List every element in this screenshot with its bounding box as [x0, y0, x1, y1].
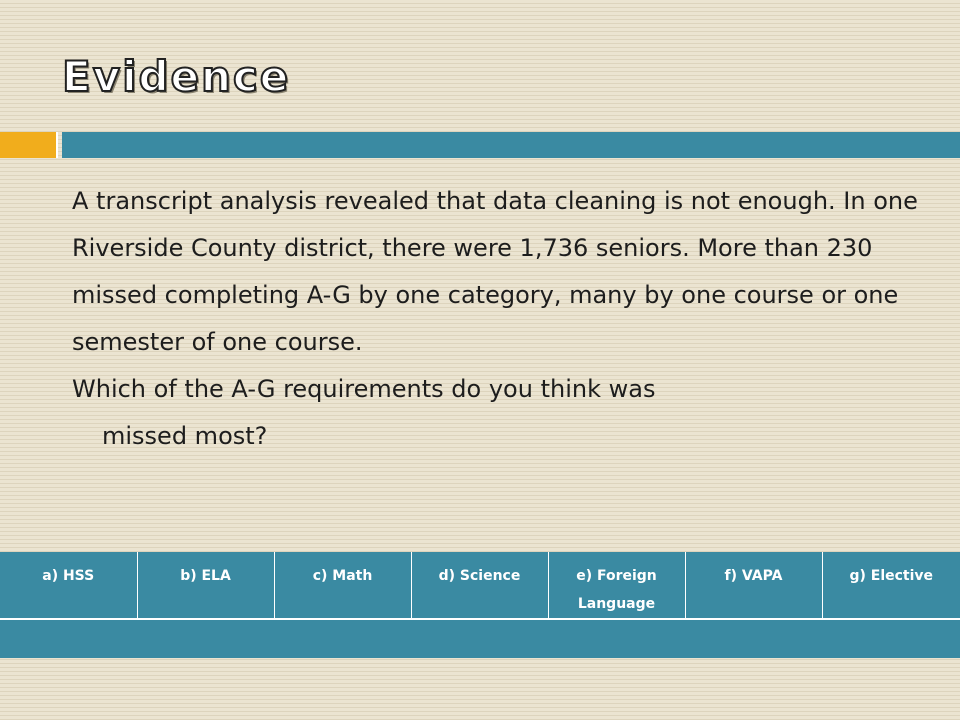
title-divider-bar	[62, 132, 960, 158]
choices-answer-row	[0, 619, 960, 658]
choice-foreign-language[interactable]: e) Foreign Language	[548, 552, 685, 619]
choice-math[interactable]: c) Math	[274, 552, 411, 619]
body-paragraph: A transcript analysis revealed that data cleaning is not enough. In one Riverside County district, there were 1,736 seniors. More than 230 missed completing A-G by one category, many by one course or one semester of one course.	[72, 187, 918, 356]
slide-body	[72, 178, 932, 460]
choice-elective[interactable]: g) Elective	[822, 552, 960, 619]
choice-ela[interactable]: b) ELA	[137, 552, 274, 619]
title-divider-accent	[0, 132, 58, 158]
choice-science[interactable]: d) Science	[411, 552, 548, 619]
choices-table	[0, 552, 960, 658]
question-line-2: missed most?	[102, 422, 268, 450]
slide-title: Evidence	[62, 52, 291, 101]
question-text	[72, 366, 932, 460]
choice-vapa[interactable]: f) VAPA	[685, 552, 822, 619]
question-line-1: Which of the A-G requirements do you think was	[72, 375, 656, 403]
choices-header-row	[0, 552, 960, 619]
answer-cell	[0, 619, 960, 658]
choice-hss[interactable]: a) HSS	[0, 552, 137, 619]
